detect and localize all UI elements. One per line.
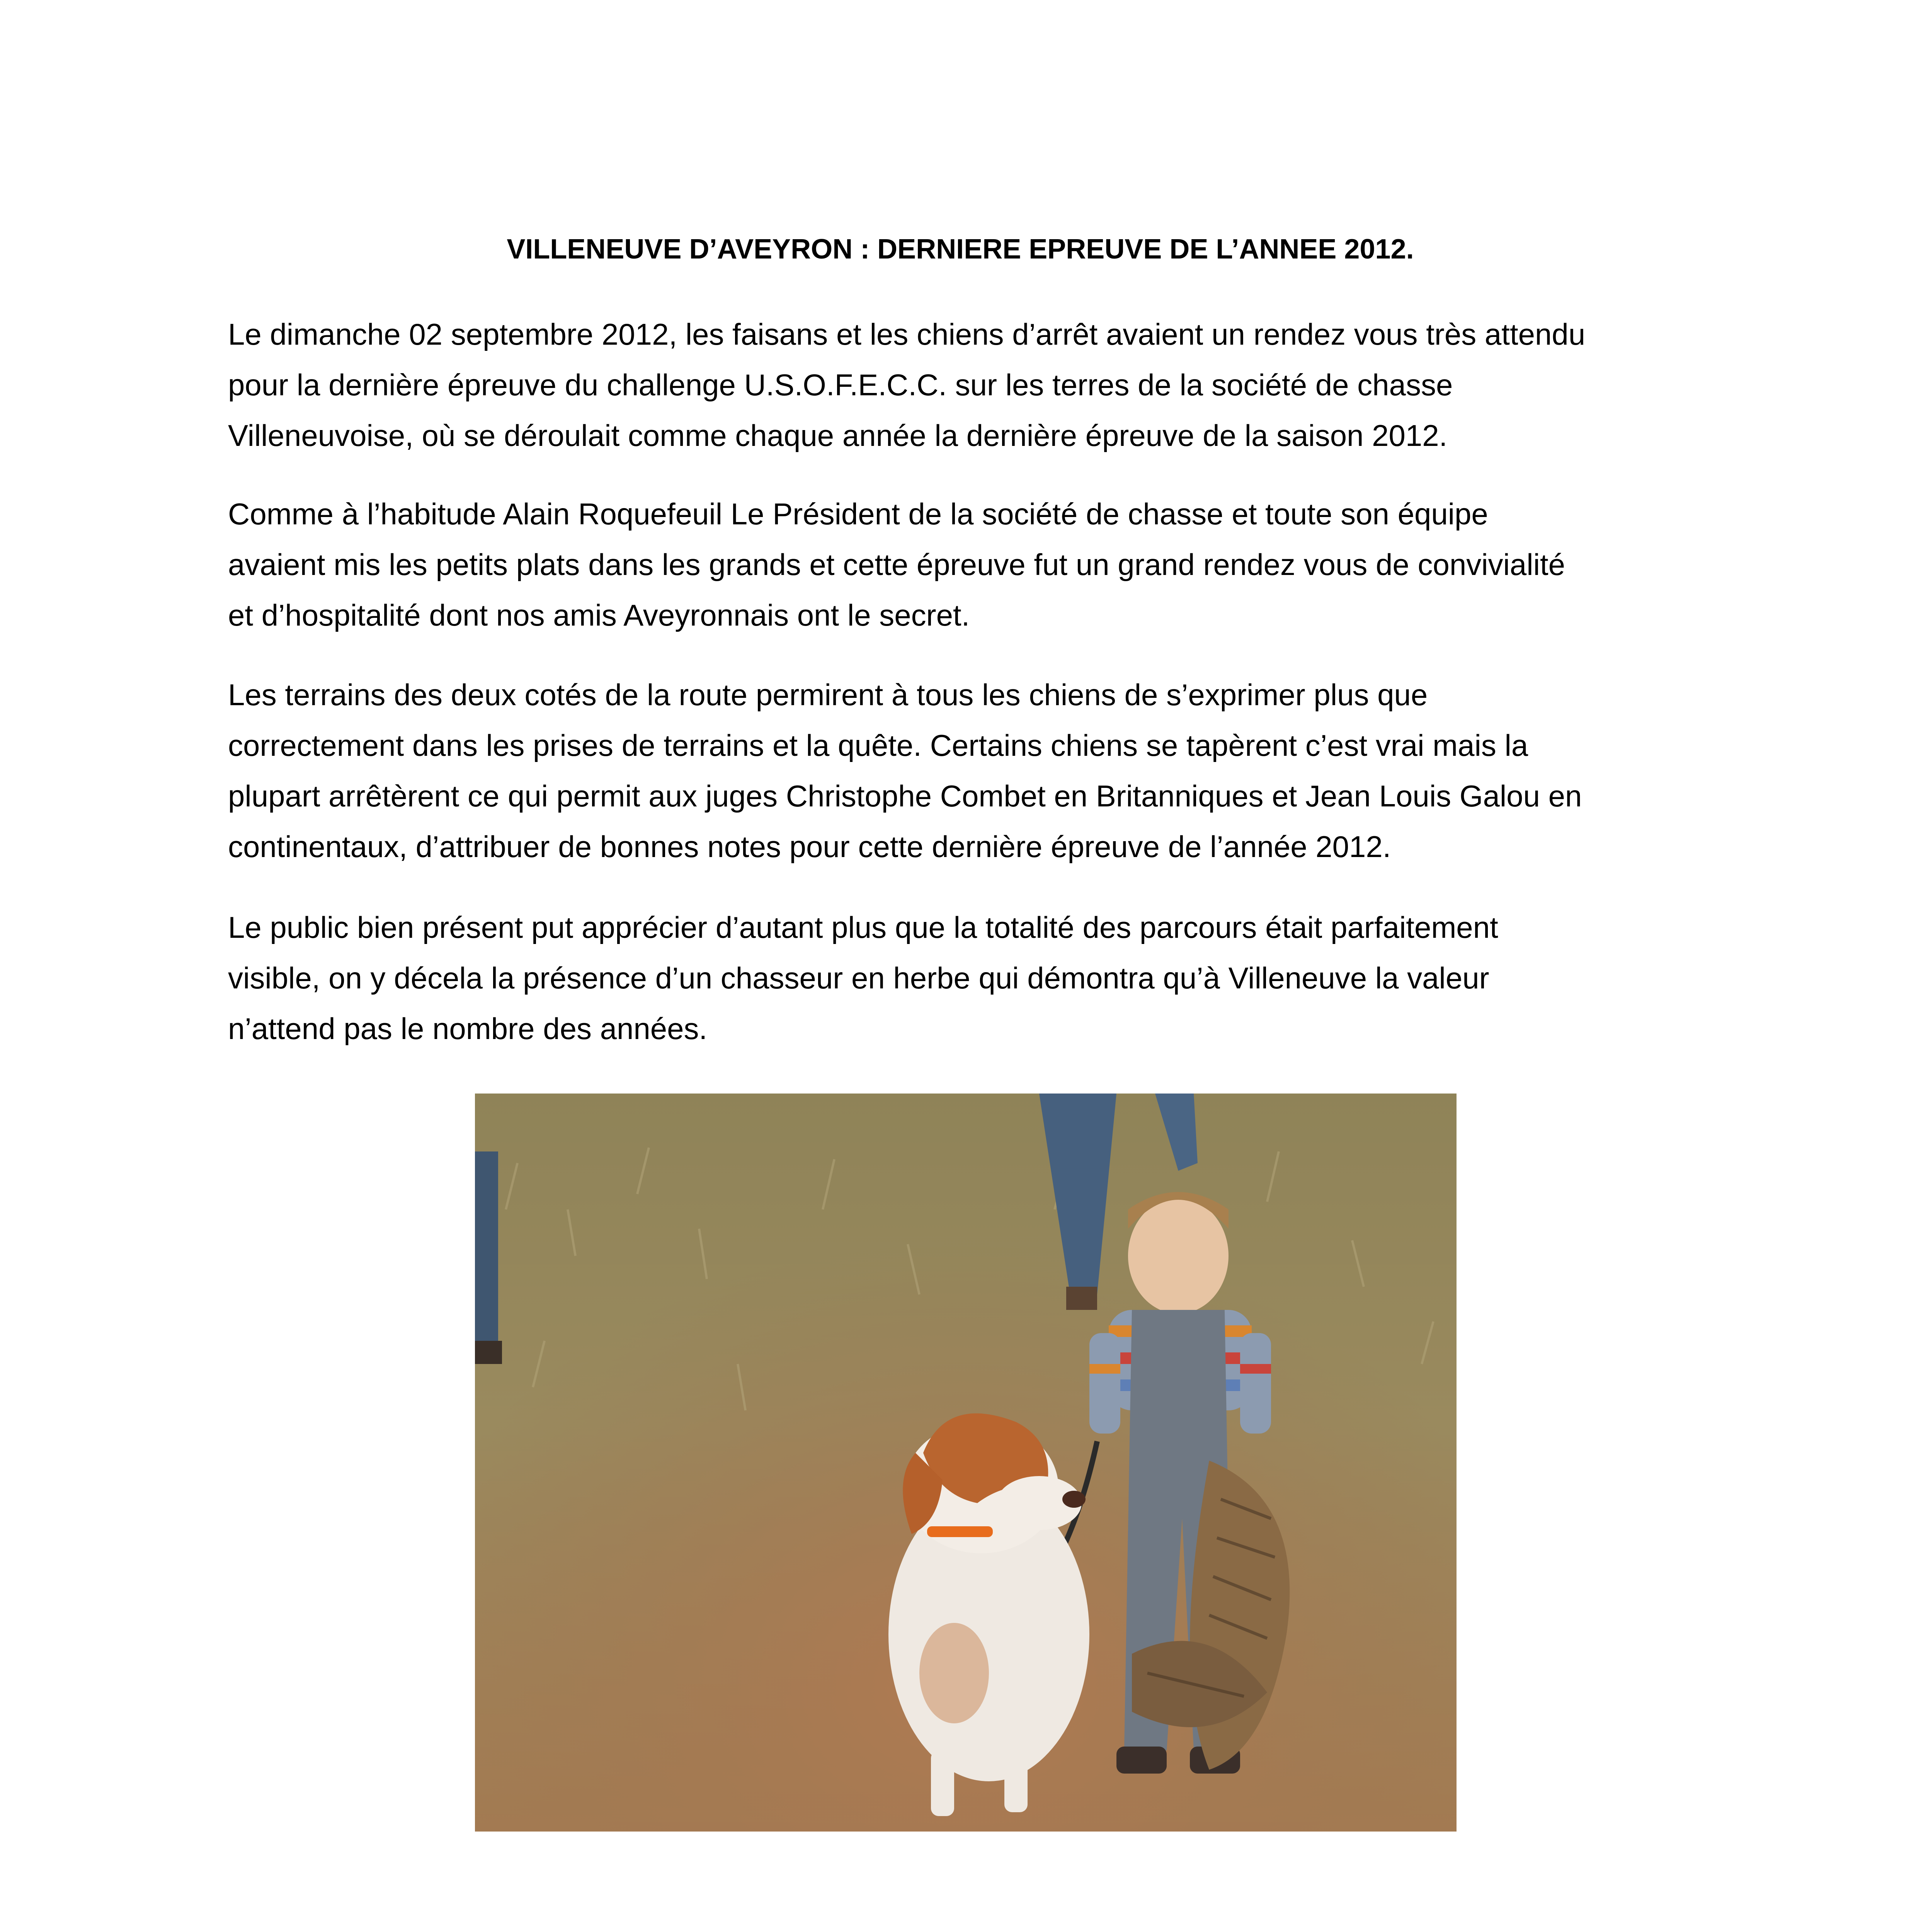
paragraph-line: avaient mis les petits plats dans les grands et cette épreuve fut un grand rendez vous de convivialité — [228, 548, 1565, 582]
paragraph-4 — [228, 902, 1712, 1054]
paragraph-line: correctement dans les prises de terrains et la quête. Certains chiens se tapèrent c’est vrai mais la — [228, 728, 1528, 762]
paragraph-line: visible, on y décela la présence d’un chasseur en herbe qui démontra qu’à Villeneuve la valeur — [228, 961, 1489, 995]
paragraph-line: Les terrains des deux cotés de la route permirent à tous les chiens de s’exprimer plus que — [228, 678, 1428, 712]
paragraph-5 — [228, 1930, 1712, 1932]
paragraph-line: pour la dernière épreuve du challenge U.S.O.F.E.C.C. sur les terres de la société de chasse — [228, 368, 1453, 402]
paragraph-line — [228, 1930, 1712, 1932]
paragraph-line: Le dimanche 02 septembre 2012, les faisans et les chiens d’arrêt avaient un rendez vous très attendu — [228, 317, 1586, 351]
paragraph-line: continentaux, d’attribuer de bonnes notes pour cette dernière épreuve de l’année 2012. — [228, 830, 1391, 864]
paragraph-line: Comme à l’habitude Alain Roquefeuil Le Président de la société de chasse et toute son équipe — [228, 497, 1488, 531]
photo-child-with-dog-and-pheasant — [475, 1094, 1457, 1832]
paragraph-line: et d’hospitalité dont nos amis Aveyronnais ont le secret. — [228, 598, 970, 632]
paragraph-line: Le public bien présent put apprécier d’autant plus que la totalité des parcours était parfaitement — [228, 910, 1498, 944]
paragraph-1 — [228, 309, 1712, 461]
paragraph-3 — [228, 670, 1712, 872]
photo-illustration — [475, 1094, 1457, 1832]
paragraph-line: n’attend pas le nombre des années. — [228, 1012, 708, 1046]
paragraph-line: Villeneuvoise, où se déroulait comme chaque année la dernière épreuve de la saison 2012. — [228, 418, 1448, 452]
paragraph-2 — [228, 489, 1712, 641]
paragraph-line: plupart arrêtèrent ce qui permit aux juges Christophe Combet en Britanniques et Jean Louis Galou en — [228, 779, 1582, 813]
document-title: VILLENEUVE D’AVEYRON : DERNIERE EPREUVE DE L’ANNEE 2012. — [507, 234, 1414, 265]
